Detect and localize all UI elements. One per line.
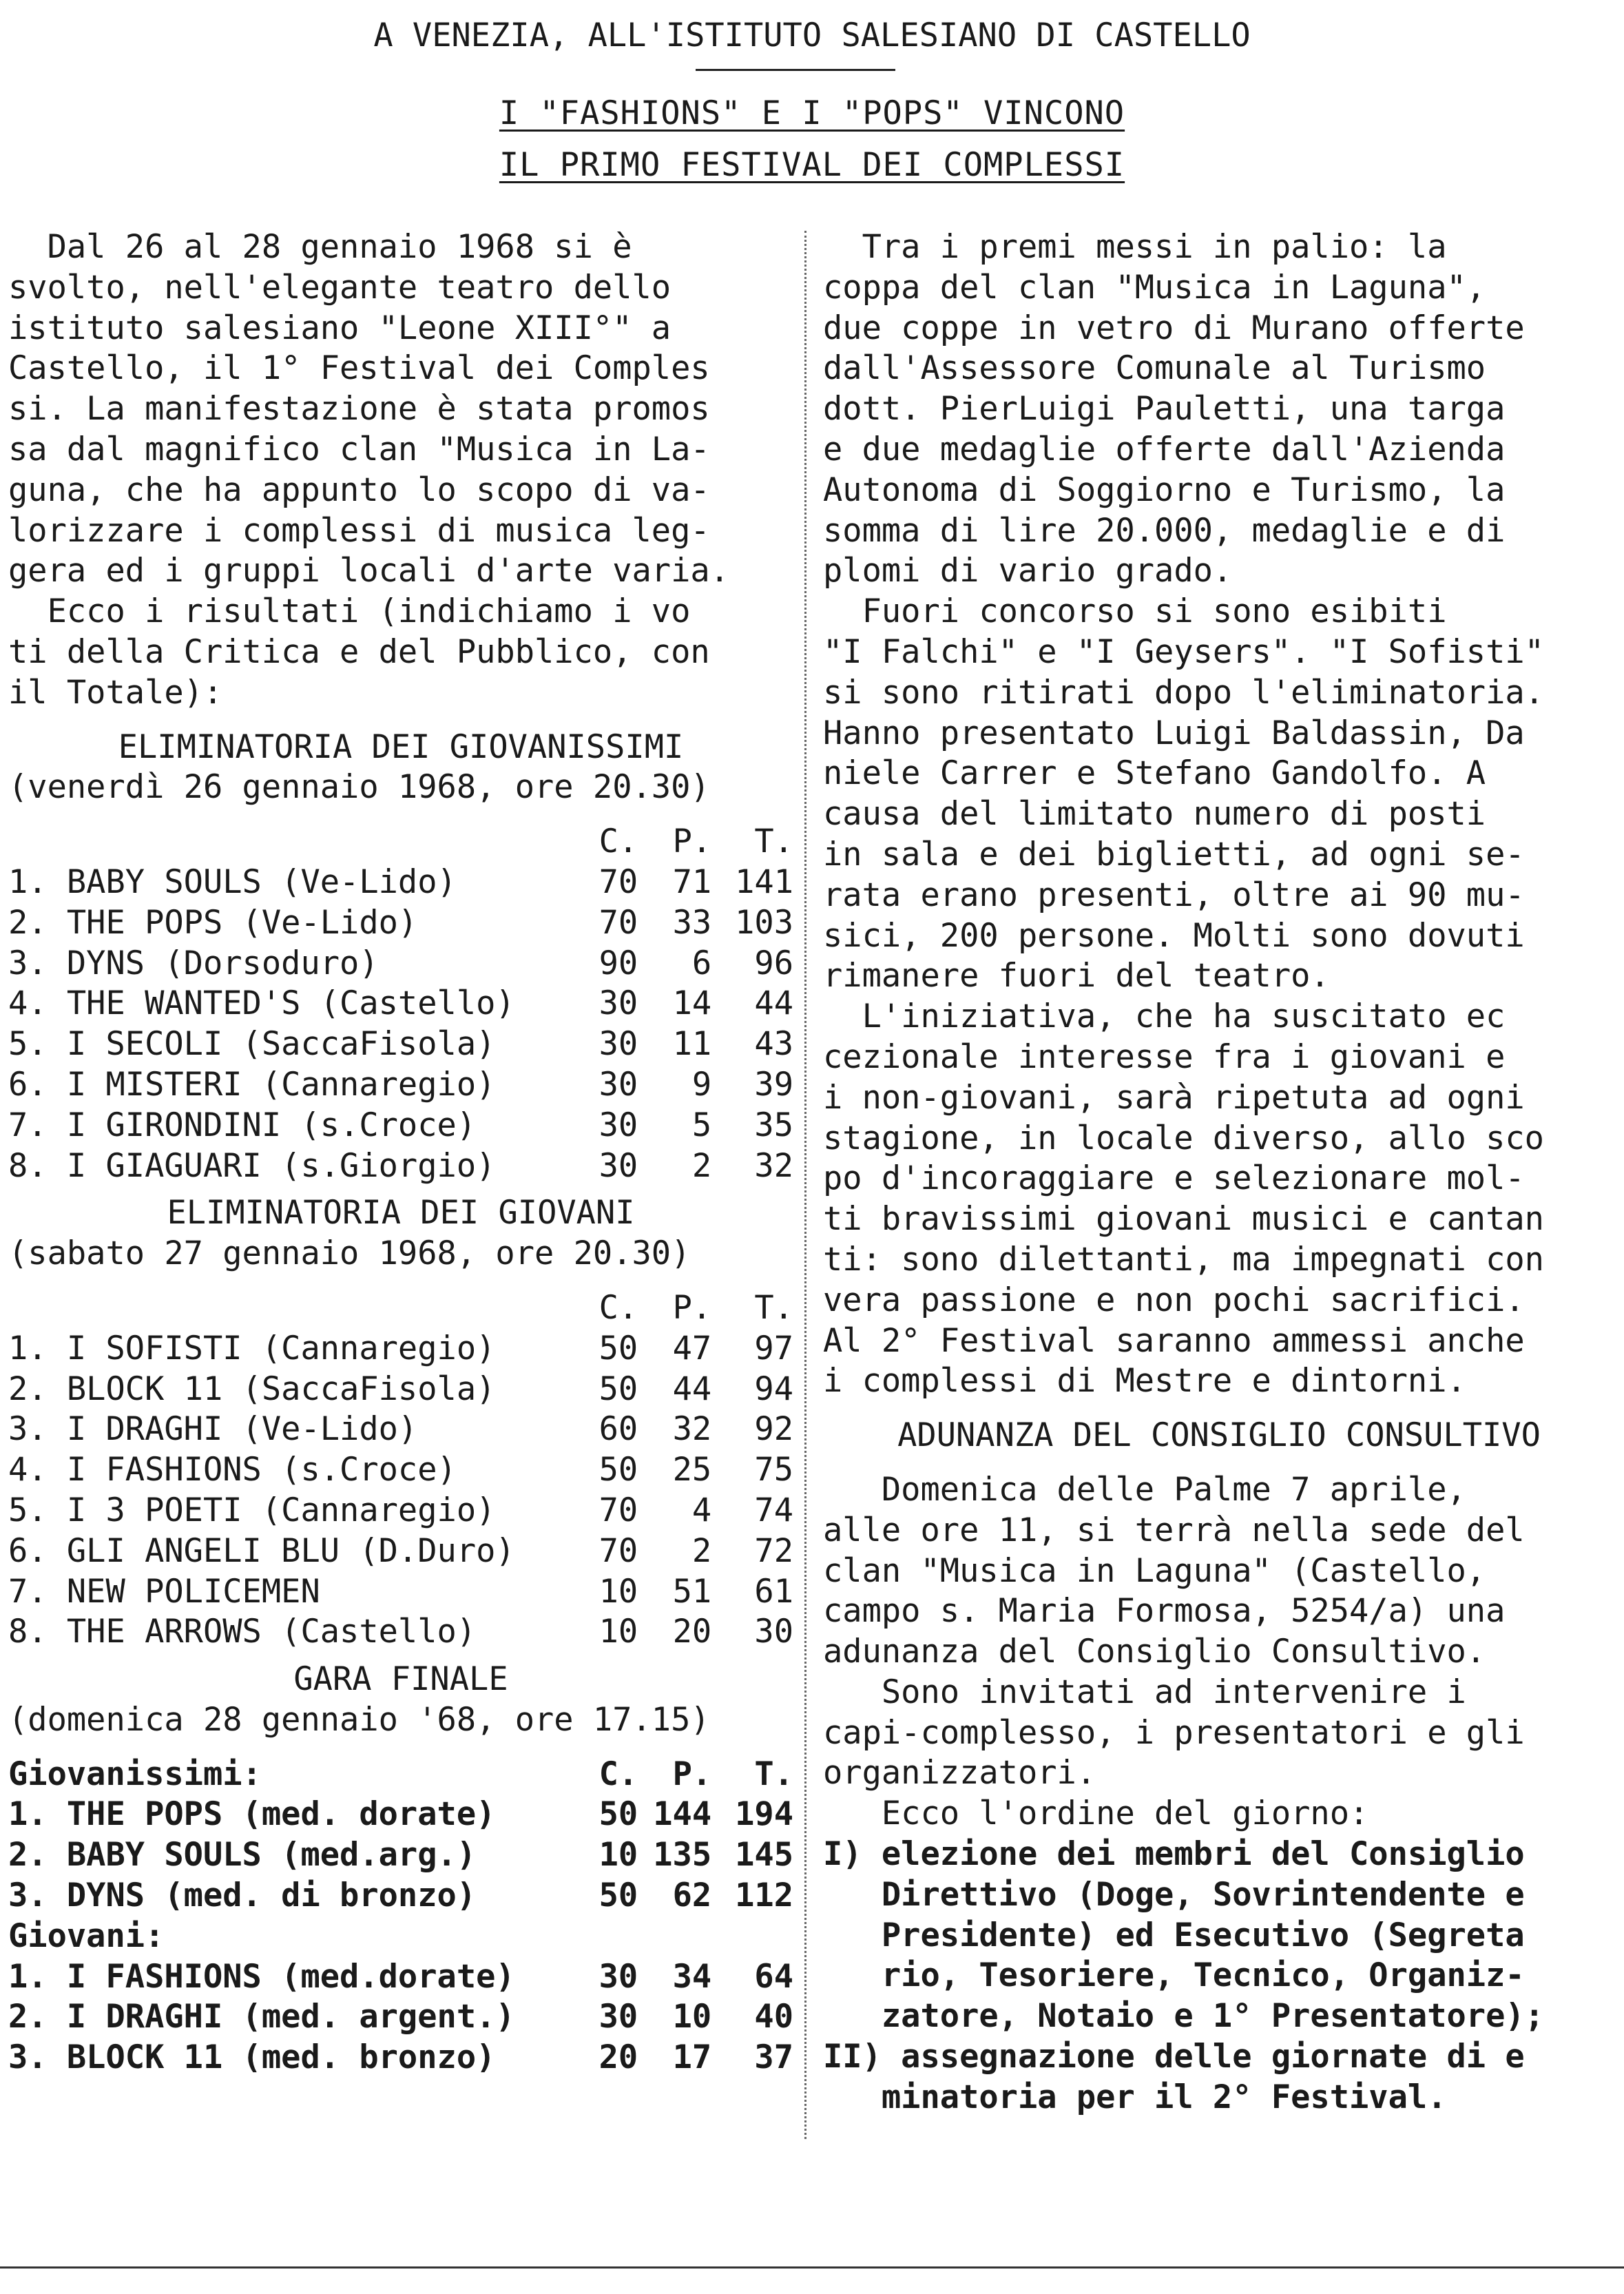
table-row xyxy=(8,1835,793,1876)
table-header xyxy=(8,1755,793,1795)
text-line: dott. PierLuigi Pauletti, una targa xyxy=(823,390,1506,428)
band-name: 2. THE POPS (Ve-Lido) xyxy=(8,903,418,942)
text-line: ti della Critica e del Pubblico, con xyxy=(8,632,710,671)
text-line: somma di lire 20.000, medaglie e di xyxy=(823,511,1506,550)
score-t: 94 xyxy=(754,1370,794,1408)
score-p: 62 xyxy=(672,1877,712,1915)
table-row xyxy=(8,944,793,984)
text-line: L'iniziativa, che ha suscitato ec xyxy=(823,998,1506,1036)
text-line: Castello, il 1° Festival dei Comples xyxy=(8,349,710,388)
table-row xyxy=(8,1957,793,1998)
score-c: 50 xyxy=(598,1795,638,1834)
score-c: 50 xyxy=(598,1370,638,1408)
text-line: guna, che ha appunto lo scopo di va- xyxy=(8,471,710,509)
table-row xyxy=(8,1531,793,1572)
text-line: rimanere fuori del teatro. xyxy=(823,957,1330,995)
section-subtitle: (venerdì 26 gennaio 1968, ore 20.30) xyxy=(8,768,710,807)
band-name: 5. I SECOLI (SaccaFisola) xyxy=(8,1025,496,1064)
text-line: sici, 200 persone. Molti sono dovuti xyxy=(823,916,1525,955)
right-column xyxy=(823,227,1615,2118)
band-name: 3. DYNS (med. di bronzo) xyxy=(8,1877,477,1915)
headline-line-1 xyxy=(0,93,1624,134)
score-c: 20 xyxy=(598,2038,638,2077)
score-p: 2 xyxy=(691,1531,712,1570)
text-line: Al 2° Festival saranno ammessi anche xyxy=(823,1321,1525,1360)
text-line: rata erano presenti, oltre ai 90 mu- xyxy=(823,876,1525,914)
score-p: 10 xyxy=(672,1998,712,2036)
text-line: causa del limitato numero di posti xyxy=(823,795,1486,834)
score-c: 10 xyxy=(598,1836,638,1874)
text-line: Ecco l'ordine del giorno: xyxy=(823,1795,1369,1833)
text-line: Hanno presentato Luigi Baldassin, Da xyxy=(823,714,1525,752)
score-p: 11 xyxy=(672,1025,712,1064)
text-line: Autonoma di Soggiorno e Turismo, la xyxy=(823,471,1506,509)
score-c: 30 xyxy=(598,1106,638,1144)
score-p: 34 xyxy=(672,1957,712,1996)
text-line: in sala e dei biglietti, ad ogni se- xyxy=(823,835,1525,874)
score-t: 44 xyxy=(754,984,794,1023)
score-c: 30 xyxy=(598,1065,638,1104)
table-row xyxy=(8,1106,793,1146)
score-c: 30 xyxy=(598,1025,638,1064)
initiative-paragraph xyxy=(823,997,1615,1402)
text-line: alle ore 11, si terrà nella sede del xyxy=(823,1511,1525,1549)
text-line: coppa del clan "Musica in Laguna", xyxy=(823,268,1486,307)
score-c: 30 xyxy=(598,984,638,1023)
section-title: GARA FINALE xyxy=(293,1660,508,1699)
score-p: 6 xyxy=(691,944,712,982)
text-line: i non-giovani, sarà ripetuta ad ogni xyxy=(823,1078,1525,1117)
score-t: 61 xyxy=(754,1572,794,1611)
table-row xyxy=(8,2038,793,2078)
header-p: P. xyxy=(672,823,712,861)
score-t: 141 xyxy=(735,862,794,901)
score-p: 44 xyxy=(672,1370,712,1408)
score-t: 64 xyxy=(754,1957,794,1996)
text-line: organizzatori. xyxy=(823,1754,1096,1792)
score-p: 9 xyxy=(691,1065,712,1104)
header-p: P. xyxy=(672,1755,712,1793)
kicker: A VENEZIA, ALL'ISTITUTO SALESIANO DI CASTELLO xyxy=(373,17,1251,54)
score-c: 50 xyxy=(598,1451,638,1489)
score-p: 47 xyxy=(672,1329,712,1367)
table-row xyxy=(8,1795,793,1835)
band-name: 6. GLI ANGELI BLU (D.Duro) xyxy=(8,1531,515,1570)
left-column xyxy=(8,227,793,2078)
text-line: niele Carrer e Stefano Gandolfo. A xyxy=(823,754,1486,793)
score-c: 70 xyxy=(598,1491,638,1529)
score-c: 50 xyxy=(598,1329,638,1367)
kicker-rule xyxy=(696,69,895,71)
band-name: 1. I SOFISTI (Cannaregio) xyxy=(8,1329,496,1367)
score-t: 39 xyxy=(754,1065,794,1104)
text-line: "I Falchi" e "I Geysers". "I Sofisti" xyxy=(823,632,1544,671)
final-table xyxy=(8,1755,793,2078)
header-c: C. xyxy=(598,1288,638,1327)
score-c: 70 xyxy=(598,903,638,942)
table-row xyxy=(8,1065,793,1106)
headline-line-1-text: I "FASHIONS" E I "POPS" VINCONO xyxy=(499,94,1125,132)
score-c: 10 xyxy=(598,1613,638,1651)
band-name: 1. THE POPS (med. dorate) xyxy=(8,1795,496,1834)
text-line: Sono invitati ad intervenire i xyxy=(823,1673,1466,1711)
score-t: 40 xyxy=(754,1998,794,2036)
council-paragraph xyxy=(823,1470,1615,1835)
score-t: 30 xyxy=(754,1613,794,1651)
score-p: 144 xyxy=(653,1795,712,1834)
headline-line-2-text: IL PRIMO FESTIVAL DEI COMPLESSI xyxy=(499,146,1125,184)
group-label: Giovani: xyxy=(8,1916,165,1955)
score-t: 74 xyxy=(754,1491,794,1529)
table-header xyxy=(8,1288,793,1329)
score-p: 25 xyxy=(672,1451,712,1489)
score-p: 5 xyxy=(691,1106,712,1144)
text-line: Fuori concorso si sono esibiti xyxy=(823,592,1447,631)
header-t: T. xyxy=(754,1755,794,1793)
results-table xyxy=(8,822,793,1186)
group-label: Giovanissimi: xyxy=(8,1755,262,1793)
score-c: 70 xyxy=(598,862,638,901)
score-t: 194 xyxy=(735,1795,794,1834)
score-p: 2 xyxy=(691,1146,712,1185)
agenda-line: Direttivo (Doge, Sovrintendente e xyxy=(823,1875,1525,1914)
text-line: plomi di vario grado. xyxy=(823,552,1233,590)
table-row xyxy=(8,1450,793,1491)
column-divider xyxy=(804,231,806,2139)
section-title: ELIMINATORIA DEI GIOVANI xyxy=(167,1194,635,1232)
text-line: lorizzare i complessi di musica leg- xyxy=(8,511,710,550)
score-t: 145 xyxy=(735,1836,794,1874)
text-line: due coppe in vetro di Murano offerte xyxy=(823,309,1525,347)
band-name: 7. I GIRONDINI (s.Croce) xyxy=(8,1106,477,1144)
header-t: T. xyxy=(754,1288,794,1327)
header-c: C. xyxy=(598,1755,638,1793)
table-row xyxy=(8,1612,793,1653)
score-p: 32 xyxy=(672,1410,712,1449)
section-title: ELIMINATORIA DEI GIOVANISSIMI xyxy=(118,727,684,766)
score-c: 60 xyxy=(598,1410,638,1449)
band-name: 1. BABY SOULS (Ve-Lido) xyxy=(8,862,457,901)
text-line: dall'Assessore Comunale al Turismo xyxy=(823,349,1486,388)
text-line: adunanza del Consiglio Consultivo. xyxy=(823,1633,1486,1671)
score-c: 30 xyxy=(598,1146,638,1185)
score-p: 51 xyxy=(672,1572,712,1611)
score-t: 103 xyxy=(735,903,794,942)
table-row xyxy=(8,1024,793,1065)
score-t: 43 xyxy=(754,1025,794,1064)
text-line: po d'incoraggiare e selezionare mol- xyxy=(823,1159,1525,1198)
table-row xyxy=(8,1572,793,1613)
score-c: 10 xyxy=(598,1572,638,1611)
header-name xyxy=(8,1288,564,1329)
group-label-row xyxy=(8,1916,793,1957)
text-line: vera passione e non pochi sacrifici. xyxy=(823,1281,1525,1319)
score-t: 96 xyxy=(754,944,794,982)
text-line: sa dal magnifico clan "Musica in La- xyxy=(8,430,710,468)
score-p: 135 xyxy=(653,1836,712,1874)
table-row xyxy=(8,1146,793,1187)
text-line: si sono ritirati dopo l'eliminatoria. xyxy=(823,673,1544,712)
agenda-line: rio, Tesoriere, Tecnico, Organiz- xyxy=(823,1956,1525,1995)
band-name: 4. I FASHIONS (s.Croce) xyxy=(8,1451,457,1489)
text-line: il Totale): xyxy=(8,673,223,712)
text-line: si. La manifestazione è stata promos xyxy=(8,390,710,428)
table-row xyxy=(8,1997,793,2038)
headline-line-2 xyxy=(0,145,1624,186)
agenda-line: II) assegnazione delle giornate di e xyxy=(823,2038,1525,2076)
band-name: 2. I DRAGHI (med. argent.) xyxy=(8,1998,515,2036)
text-line: Tra i premi messi in palio: la xyxy=(823,228,1447,266)
text-line: Domenica delle Palme 7 aprile, xyxy=(823,1470,1466,1509)
text-line: e due medaglie offerte dall'Azienda xyxy=(823,430,1506,468)
text-line: campo s. Maria Formosa, 5254/a) una xyxy=(823,1592,1506,1631)
band-name: 6. I MISTERI (Cannaregio) xyxy=(8,1065,496,1104)
text-line: cezionale interesse fra i giovani e xyxy=(823,1037,1506,1076)
score-t: 72 xyxy=(754,1531,794,1570)
score-p: 20 xyxy=(672,1613,712,1651)
band-name: 3. DYNS (Dorsoduro) xyxy=(8,944,379,982)
agenda-line: I) elezione dei membri del Consiglio xyxy=(823,1835,1525,1874)
agenda-line: Presidente) ed Esecutivo (Segreta xyxy=(823,1916,1525,1954)
score-p: 14 xyxy=(672,984,712,1023)
band-name: 8. THE ARROWS (Castello) xyxy=(8,1613,477,1651)
score-t: 92 xyxy=(754,1410,794,1449)
table-row xyxy=(8,1409,793,1450)
score-p: 33 xyxy=(672,903,712,942)
band-name: 3. BLOCK 11 (med. bronzo) xyxy=(8,2038,496,2077)
score-c: 90 xyxy=(598,944,638,982)
table-row xyxy=(8,1370,793,1410)
header-c: C. xyxy=(598,823,638,861)
header-t: T. xyxy=(754,823,794,861)
text-line: istituto salesiano "Leone XIII°" a xyxy=(8,309,672,347)
band-name: 4. THE WANTED'S (Castello) xyxy=(8,984,515,1023)
results-intro xyxy=(8,592,793,713)
score-t: 35 xyxy=(754,1106,794,1144)
score-c: 30 xyxy=(598,1998,638,2036)
score-t: 112 xyxy=(735,1877,794,1915)
text-line: ti: sono dilettanti, ma impegnati con xyxy=(823,1240,1544,1279)
header-name xyxy=(8,822,564,862)
score-c: 50 xyxy=(598,1877,638,1915)
bottom-rule xyxy=(0,2266,1624,2269)
score-p: 17 xyxy=(672,2038,712,2077)
text-line: Ecco i risultati (indichiamo i vo xyxy=(8,592,691,631)
agenda-line: minatoria per il 2° Festival. xyxy=(823,2078,1447,2116)
table-row xyxy=(8,984,793,1024)
score-t: 97 xyxy=(754,1329,794,1367)
agenda-list xyxy=(823,1835,1615,2118)
outside-paragraph xyxy=(823,592,1615,997)
table-header xyxy=(8,822,793,862)
header-p: P. xyxy=(672,1288,712,1327)
band-name: 1. I FASHIONS (med.dorate) xyxy=(8,1957,515,1996)
results-table xyxy=(8,1288,793,1653)
text-line: Dal 26 al 28 gennaio 1968 si è xyxy=(8,228,632,266)
prizes-paragraph xyxy=(823,227,1615,592)
band-name: 7. NEW POLICEMEN xyxy=(8,1572,320,1611)
table-row xyxy=(8,903,793,944)
score-t: 32 xyxy=(754,1146,794,1185)
agenda-line: zatore, Notaio e 1° Presentatore); xyxy=(823,1997,1544,2036)
table-row xyxy=(8,1329,793,1370)
text-line: capi-complesso, i presentatori e gli xyxy=(823,1713,1525,1752)
text-line: ti bravissimi giovani musici e cantan xyxy=(823,1200,1544,1239)
text-line: clan "Musica in Laguna" (Castello, xyxy=(823,1551,1486,1590)
section-final xyxy=(8,1660,793,2078)
text-line: stagione, in locale diverso, allo sco xyxy=(823,1119,1544,1157)
table-row xyxy=(8,1491,793,1531)
intro-paragraph xyxy=(8,227,793,592)
score-t: 75 xyxy=(754,1451,794,1489)
text-line: gera ed i gruppi locali d'arte varia. xyxy=(8,552,729,590)
text-line: i complessi di Mestre e dintorni. xyxy=(823,1362,1466,1401)
section-subtitle: (domenica 28 gennaio '68, ore 17.15) xyxy=(8,1700,710,1739)
band-name: 5. I 3 POETI (Cannaregio) xyxy=(8,1491,496,1529)
score-p: 71 xyxy=(672,862,712,901)
band-name: 8. I GIAGUARI (s.Giorgio) xyxy=(8,1146,496,1185)
band-name: 3. I DRAGHI (Ve-Lido) xyxy=(8,1410,418,1449)
council-title: ADUNANZA DEL CONSIGLIO CONSULTIVO xyxy=(897,1416,1541,1455)
band-name: 2. BLOCK 11 (SaccaFisola) xyxy=(8,1370,496,1408)
score-c: 70 xyxy=(598,1531,638,1570)
score-t: 37 xyxy=(754,2038,794,2077)
section-giovanissimi xyxy=(8,727,793,1187)
score-p: 4 xyxy=(691,1491,712,1529)
band-name: 2. BABY SOULS (med.arg.) xyxy=(8,1836,477,1874)
score-c: 30 xyxy=(598,1957,638,1996)
section-subtitle: (sabato 27 gennaio 1968, ore 20.30) xyxy=(8,1234,691,1273)
text-line: svolto, nell'elegante teatro dello xyxy=(8,268,672,307)
table-row xyxy=(8,862,793,903)
section-giovani xyxy=(8,1193,793,1653)
table-row xyxy=(8,1876,793,1916)
